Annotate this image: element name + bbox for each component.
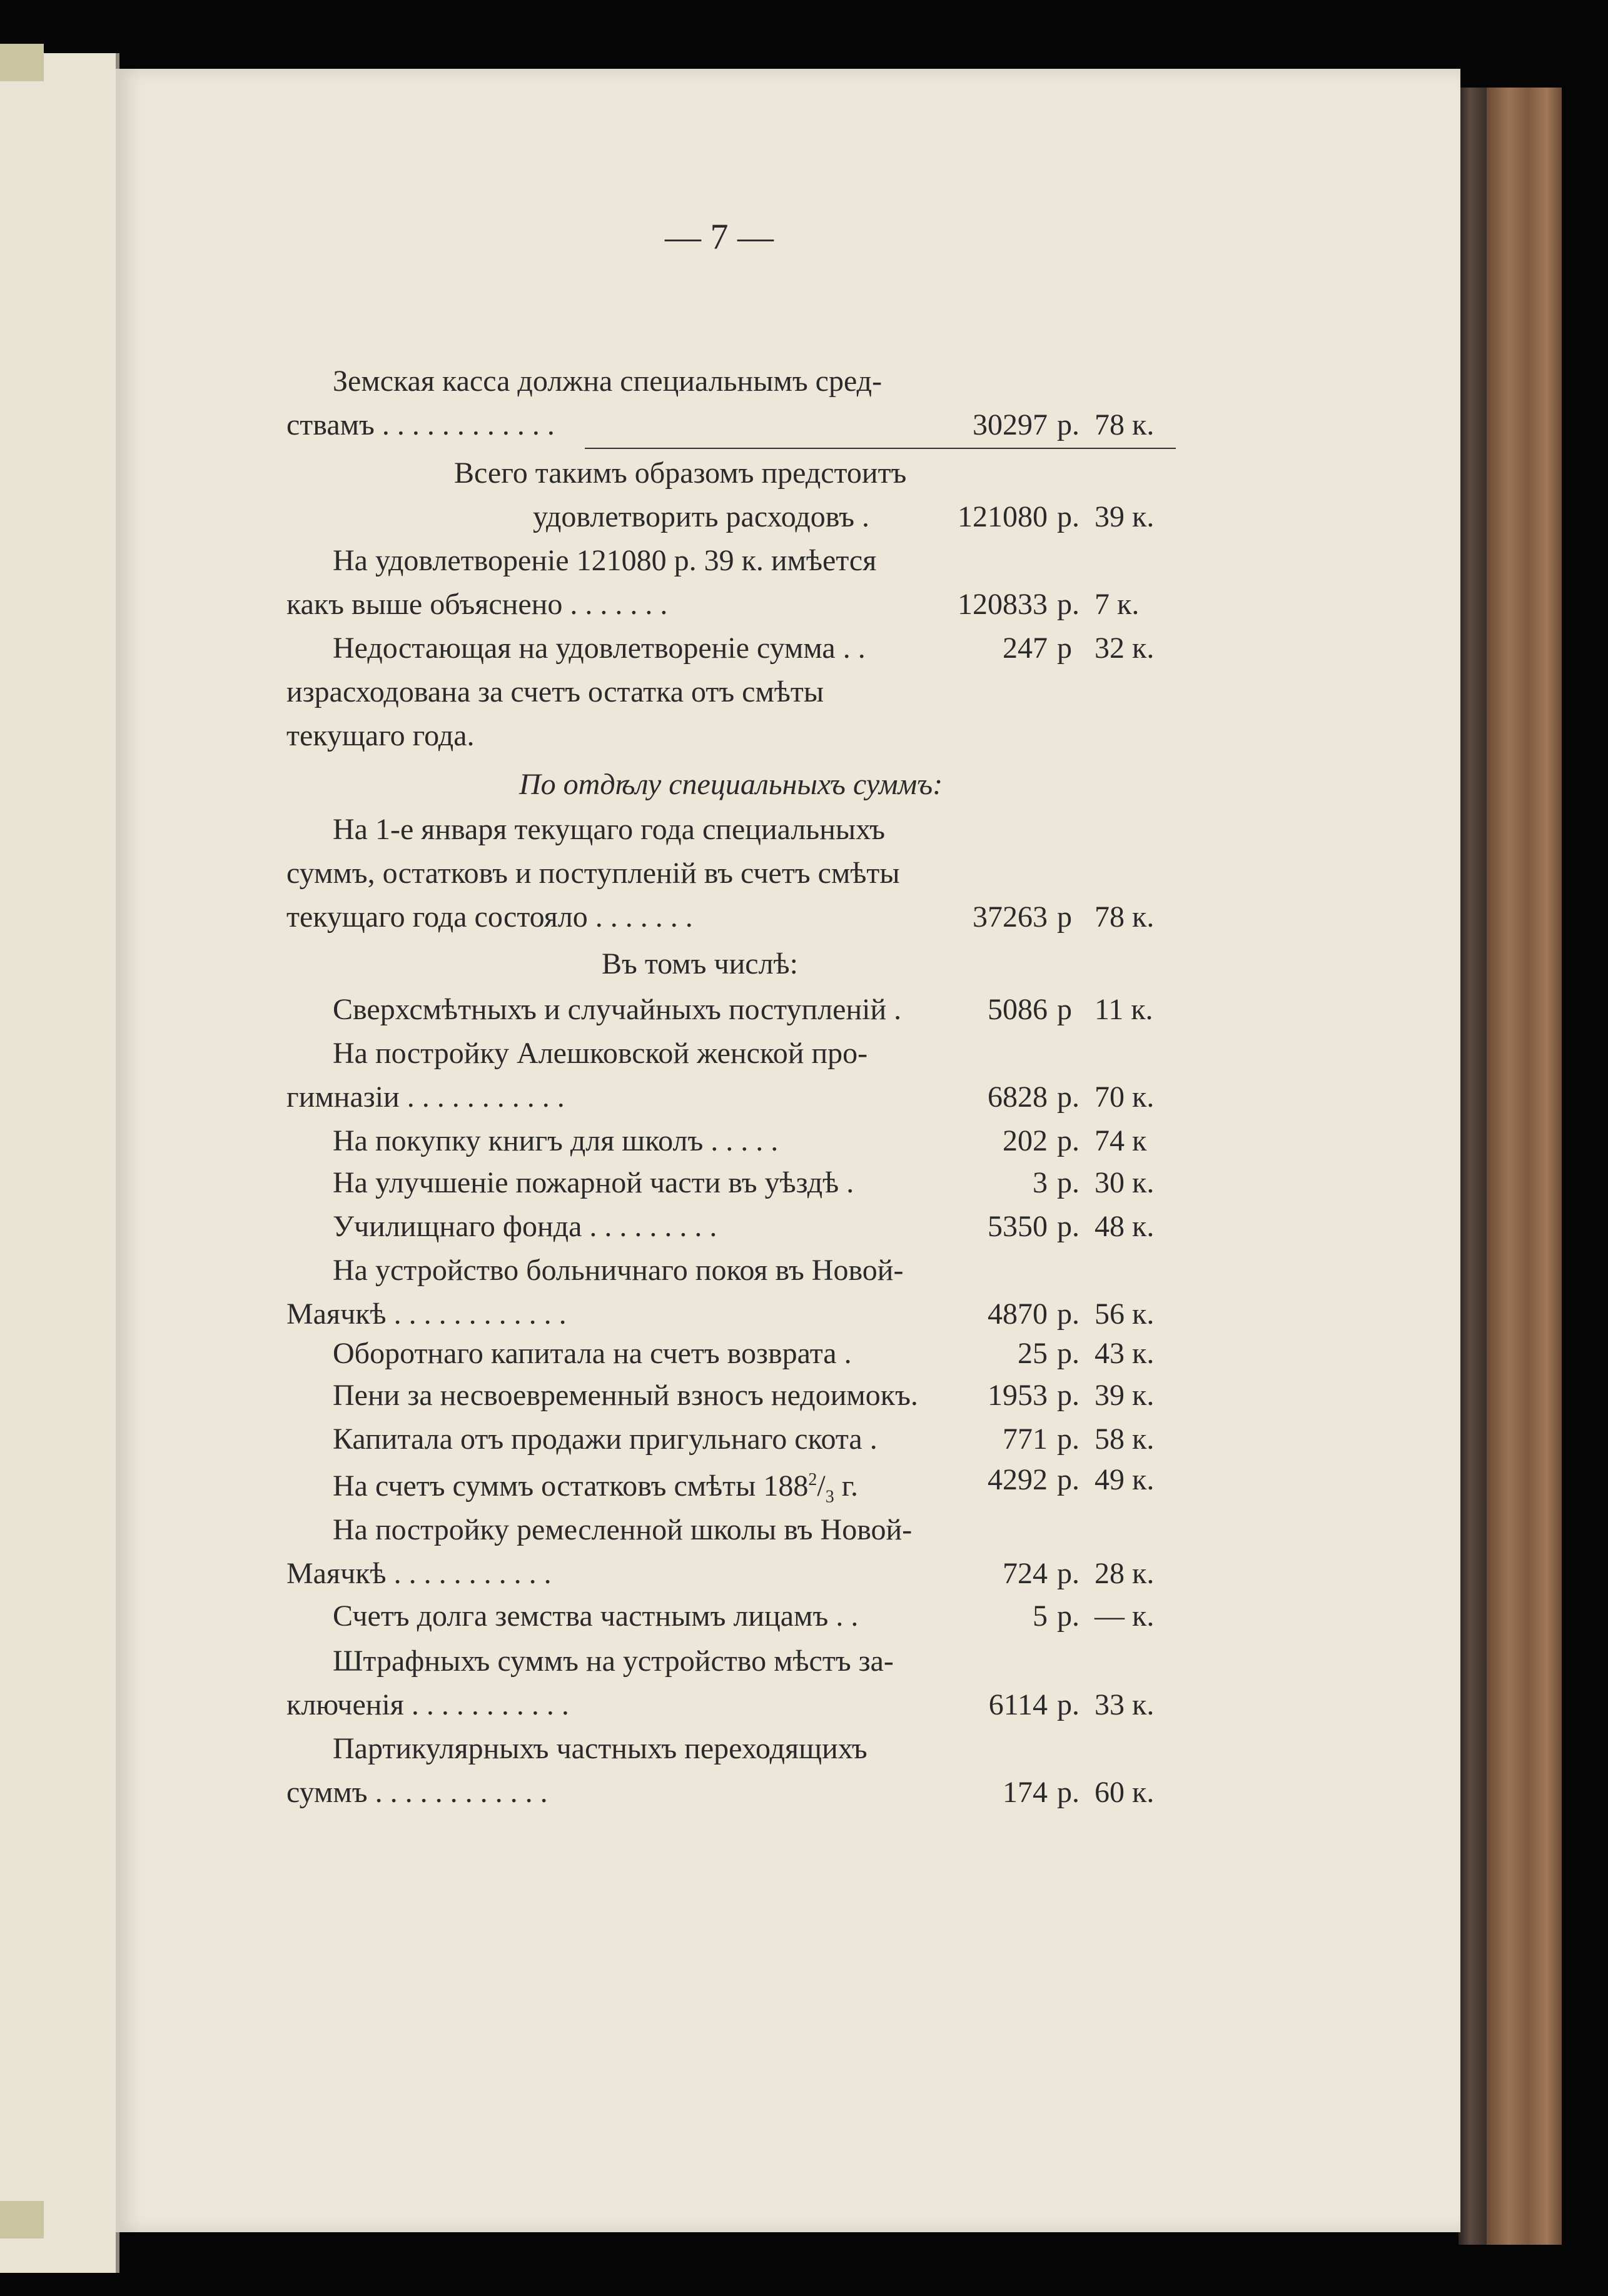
- leader-dots: .: [839, 1166, 854, 1199]
- amount-kopecks: 78 к.: [1095, 408, 1155, 441]
- ruble-abbr: р: [1057, 632, 1072, 665]
- ruble-abbr: р.: [1057, 1422, 1080, 1456]
- amount-rubles: 771: [1003, 1422, 1048, 1456]
- entry-label: Пени за несвоевременный взносъ недоимокъ.: [333, 1379, 918, 1412]
- amount-rubles: 5086: [988, 993, 1048, 1026]
- amount-rubles: 1953: [988, 1379, 1048, 1412]
- ruble-abbr: р.: [1057, 1166, 1080, 1199]
- binding-edge-top: [0, 44, 44, 81]
- ruble-abbr: р.: [1057, 1463, 1080, 1496]
- book-cover-edge: [1487, 88, 1562, 2245]
- amount-kopecks: 11 к.: [1095, 993, 1153, 1026]
- entry-text: [333, 1730, 867, 1768]
- entry-label: Всего такимъ образомъ предстоитъ: [454, 456, 907, 490]
- entry-text: [333, 1377, 918, 1414]
- entry-label: На улучшеніе пожарной части въ уѣздѣ: [333, 1166, 839, 1199]
- entry-text: [533, 498, 869, 536]
- ruble-abbr: р.: [1057, 1124, 1080, 1157]
- entry-text: [286, 673, 824, 711]
- ruble-abbr: р.: [1057, 408, 1080, 441]
- leader-dots: . . . . . . . . . . . .: [386, 1297, 567, 1331]
- entry-text: [333, 1164, 854, 1202]
- entry-text: [333, 1643, 894, 1680]
- leader-dots: .: [854, 500, 870, 533]
- amount-kopecks: 60 к.: [1095, 1776, 1155, 1809]
- entry-text: [333, 991, 901, 1029]
- leader-dots: . . . . . . . . .: [582, 1210, 717, 1243]
- ruble-abbr: р.: [1057, 1379, 1080, 1412]
- entry-text: [286, 1296, 567, 1333]
- ruble-abbr: р.: [1057, 1210, 1080, 1243]
- entry-text: [454, 455, 906, 492]
- amount-rubles: 724: [1003, 1557, 1048, 1590]
- ruble-abbr: р.: [1057, 1688, 1080, 1721]
- entry-text: [333, 1122, 778, 1160]
- page-number: — 7 —: [665, 216, 774, 257]
- entry-text: [333, 542, 876, 580]
- entry-text: [333, 1461, 858, 1516]
- leader-dots: . . . . . . . . . . . .: [374, 408, 555, 441]
- leader-dots: . . . . . . . . . . .: [399, 1080, 565, 1114]
- section-heading: [602, 945, 798, 983]
- entry-text: [333, 363, 882, 400]
- entry-label: Недостающая на удовлетвореніе сумма: [333, 632, 836, 665]
- amount-kopecks: 39 к.: [1095, 1379, 1155, 1412]
- book-spine: [1459, 88, 1487, 2245]
- entry-label: текущаго года.: [286, 719, 475, 752]
- entry-label: На счетъ суммъ остатковъ смѣты 188: [333, 1469, 809, 1503]
- binding-edge-bottom: [0, 2201, 44, 2238]
- entry-label: Въ томъ числѣ:: [602, 947, 798, 980]
- fraction: [808, 1469, 859, 1507]
- amount-kopecks: 74 к: [1095, 1124, 1147, 1157]
- amount-rubles: 120833: [958, 588, 1048, 621]
- entry-text: [333, 1598, 858, 1635]
- ruble-abbr: р: [1057, 993, 1072, 1026]
- entry-label: ключенія: [286, 1688, 404, 1721]
- entry-text: [333, 1335, 852, 1372]
- entry-text: [333, 1035, 867, 1072]
- entry-text: [286, 406, 555, 444]
- amount-kopecks: — к.: [1095, 1599, 1155, 1633]
- leader-dots: . . . . . . . . . . . .: [367, 1776, 548, 1809]
- amount-kopecks: 43 к.: [1095, 1337, 1155, 1370]
- ruble-abbr: р.: [1057, 1297, 1080, 1331]
- entry-label: Сверхсмѣтныхъ и случайныхъ поступленій: [333, 993, 887, 1026]
- entry-text: [286, 1555, 552, 1593]
- amount-rubles: 25: [1018, 1337, 1048, 1370]
- leader-dots: . . . . . . . . . . .: [386, 1557, 552, 1590]
- entry-label: По отдѣлу специальныхъ суммъ:: [519, 768, 943, 801]
- fraction-denominator: 3: [825, 1487, 834, 1507]
- entry-label: На постройку ремесленной школы въ Новой-: [333, 1513, 913, 1546]
- amount-rubles: 5350: [988, 1210, 1048, 1243]
- total-rule: [585, 448, 1176, 449]
- amount-rubles: 4870: [988, 1297, 1048, 1331]
- entry-label: Училищнаго фонда: [333, 1210, 582, 1243]
- amount-rubles: 6114: [988, 1688, 1048, 1721]
- amount-kopecks: 49 к.: [1095, 1463, 1155, 1496]
- entry-label: текущаго года состояло: [286, 900, 588, 934]
- entry-label: На удовлетвореніе 121080 р. 39 к. имѣется: [333, 544, 877, 577]
- leader-dots: . . . . . . .: [562, 588, 668, 621]
- entry-label: Партикулярныхъ частныхъ переходящихъ: [333, 1732, 867, 1765]
- entry-text: [333, 1252, 903, 1289]
- facing-page-edge: [0, 53, 119, 2273]
- amount-kopecks: 7 к.: [1095, 588, 1140, 621]
- entry-label: суммъ, остатковъ и поступленій въ счетъ смѣты: [286, 857, 900, 890]
- amount-rubles: 37263: [973, 900, 1048, 934]
- entry-label: удовлетворить расходовъ: [533, 500, 855, 533]
- entry-label: гимназіи: [286, 1080, 400, 1114]
- amount-kopecks: 70 к.: [1095, 1080, 1155, 1114]
- amount-kopecks: 56 к.: [1095, 1297, 1155, 1331]
- ruble-abbr: р.: [1057, 1337, 1080, 1370]
- leader-dots: . . . . . . . . . . .: [403, 1688, 569, 1721]
- entry-label: На 1-е января текущаго года специальныхъ: [333, 813, 886, 846]
- amount-kopecks: 30 к.: [1095, 1166, 1155, 1199]
- fraction-numerator: 2: [808, 1470, 817, 1489]
- entry-text: [286, 899, 693, 936]
- fraction-tail: г.: [834, 1469, 859, 1503]
- amount-kopecks: 39 к.: [1095, 500, 1155, 533]
- amount-kopecks: 28 к.: [1095, 1557, 1155, 1590]
- entry-label: суммъ: [286, 1776, 368, 1809]
- fraction-slash: /: [817, 1469, 826, 1503]
- entry-label: На постройку Алешковской женской про-: [333, 1037, 868, 1070]
- ruble-abbr: р: [1057, 900, 1072, 934]
- ruble-abbr: р.: [1057, 500, 1080, 533]
- leader-dots: . . . . . . .: [587, 900, 693, 934]
- amount-kopecks: 58 к.: [1095, 1422, 1155, 1456]
- ruble-abbr: р.: [1057, 1557, 1080, 1590]
- amount-rubles: 3: [1033, 1166, 1048, 1199]
- ruble-abbr: р.: [1057, 588, 1080, 621]
- ruble-abbr: р.: [1057, 1776, 1080, 1809]
- entry-label: израсходована за счетъ остатка отъ смѣты: [286, 675, 824, 708]
- amount-rubles: 30297: [973, 408, 1048, 441]
- entry-text: [333, 1208, 717, 1246]
- entry-label: ствамъ: [286, 408, 375, 441]
- amount-rubles: 121080: [958, 500, 1048, 533]
- leader-dots: . . . . .: [703, 1124, 779, 1157]
- leader-dots: .: [862, 1422, 877, 1456]
- entry-label: Земская касса должна специальнымъ сред-: [333, 365, 882, 398]
- amount-kopecks: 33 к.: [1095, 1688, 1155, 1721]
- amount-kopecks: 78 к.: [1095, 900, 1155, 934]
- entry-label: Оборотнаго капитала на счетъ возврата: [333, 1337, 837, 1370]
- entry-text: [286, 586, 667, 623]
- entry-label: Счетъ долга земства частнымъ лицамъ: [333, 1599, 829, 1633]
- entry-text: [286, 1079, 565, 1116]
- entry-text: [286, 1774, 548, 1811]
- amount-rubles: 6828: [988, 1080, 1048, 1114]
- ruble-abbr: р.: [1057, 1599, 1080, 1633]
- entry-text: [286, 717, 475, 755]
- amount-kopecks: 48 к.: [1095, 1210, 1155, 1243]
- amount-rubles: 247: [1003, 632, 1048, 665]
- leader-dots: . .: [828, 1599, 859, 1633]
- amount-rubles: 5: [1033, 1599, 1048, 1633]
- entry-label: Капитала отъ продажи пригульнаго скота: [333, 1422, 862, 1456]
- amount-kopecks: 32 к.: [1095, 632, 1155, 665]
- entry-label: Маячкѣ: [286, 1557, 387, 1590]
- leader-dots: .: [886, 993, 902, 1026]
- entry-text: [286, 855, 900, 892]
- entry-label: какъ выше объяснено: [286, 588, 563, 621]
- entry-label: Штрафныхъ суммъ на устройство мѣстъ за-: [333, 1644, 894, 1678]
- entry-text: [333, 1421, 877, 1458]
- amount-rubles: 202: [1003, 1124, 1048, 1157]
- amount-rubles: 4292: [988, 1463, 1048, 1496]
- entry-label: Маячкѣ: [286, 1297, 387, 1331]
- entry-text: [333, 630, 866, 667]
- entry-label: На устройство больничнаго покоя въ Новой-: [333, 1254, 904, 1287]
- entry-label: На покупку книгъ для школъ: [333, 1124, 704, 1157]
- entry-text: [333, 1511, 912, 1549]
- amount-rubles: 174: [1003, 1776, 1048, 1809]
- entry-text: [333, 811, 885, 848]
- ruble-abbr: р.: [1057, 1080, 1080, 1114]
- entry-text: [286, 1686, 569, 1724]
- section-heading: [519, 766, 943, 803]
- leader-dots: .: [836, 1337, 852, 1370]
- leader-dots: . .: [835, 632, 866, 665]
